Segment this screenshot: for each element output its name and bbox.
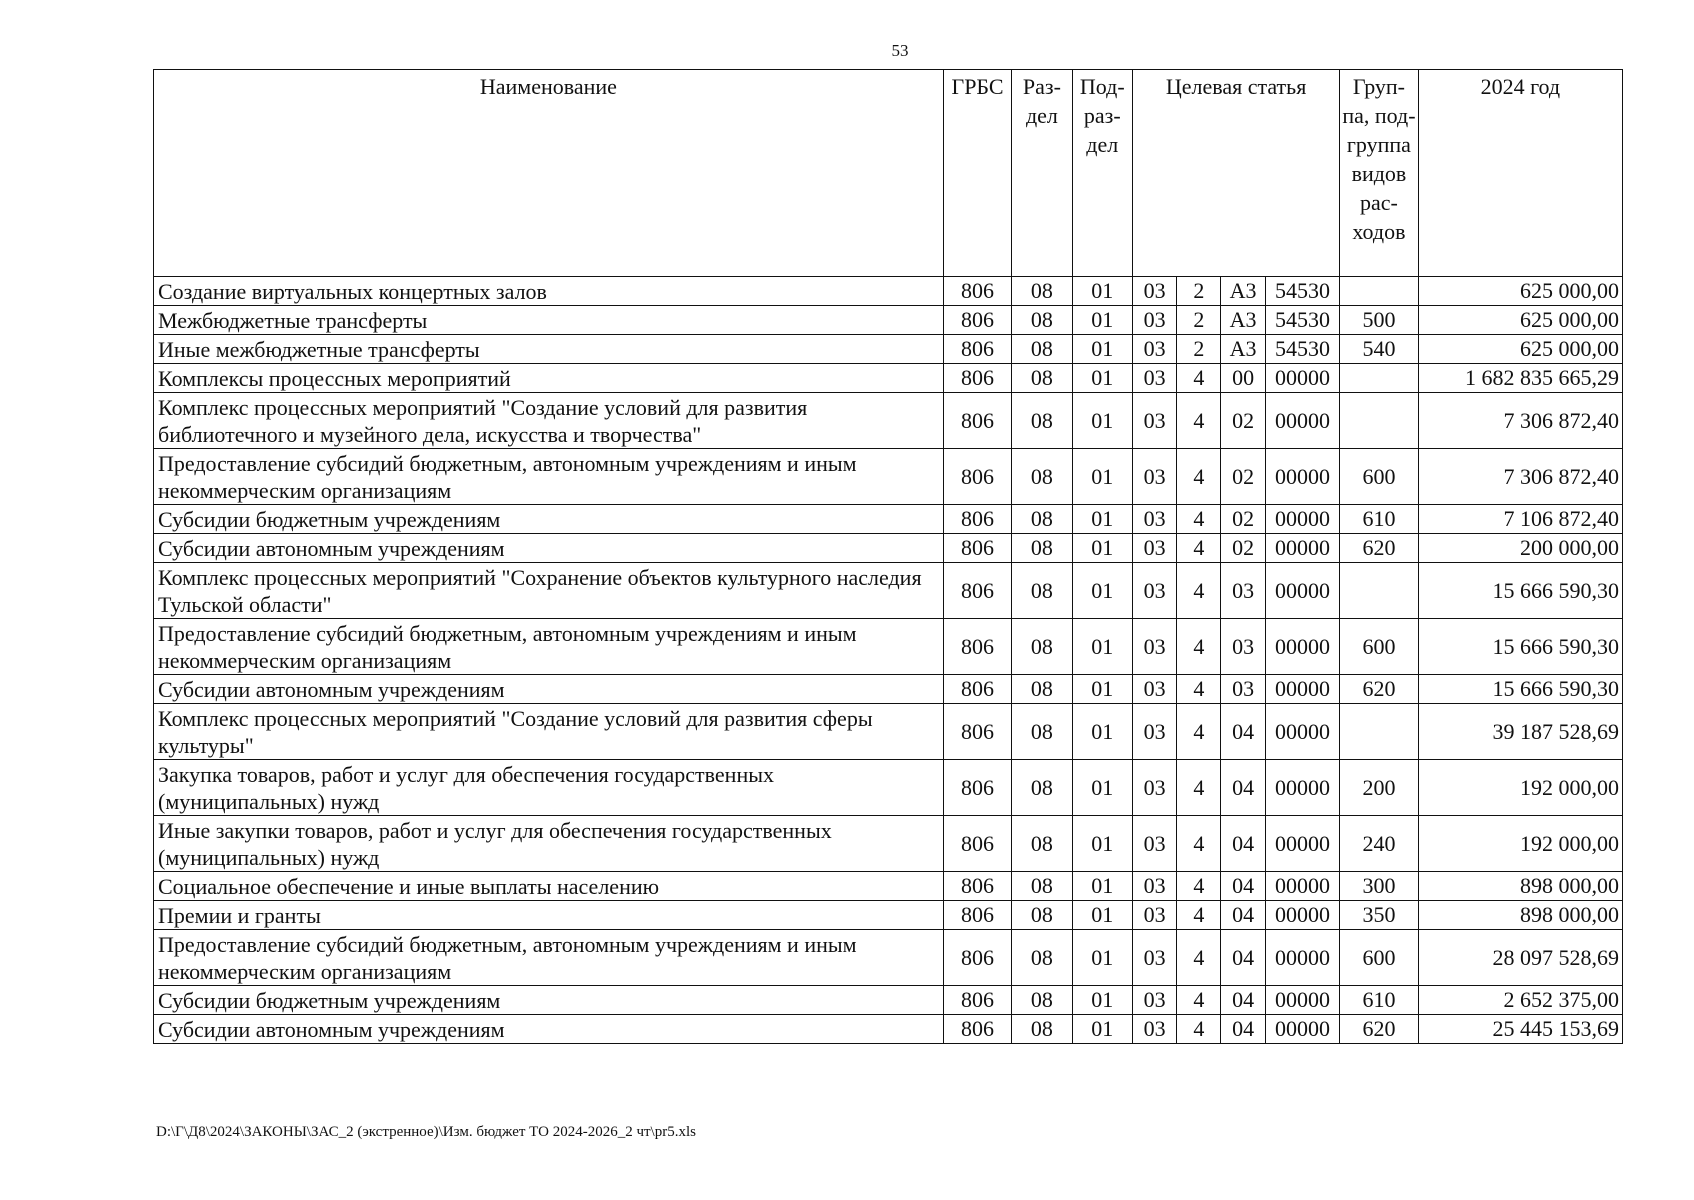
cell-target-program: 03 xyxy=(1132,675,1176,704)
cell-target-type: 4 xyxy=(1177,760,1221,816)
cell-target-type: 4 xyxy=(1177,619,1221,675)
cell-expense-group xyxy=(1340,364,1418,393)
cell-target-program: 03 xyxy=(1132,306,1176,335)
cell-name: Субсидии автономным учреждениям xyxy=(154,675,944,704)
cell-expense-group: 620 xyxy=(1340,675,1418,704)
cell-grbs: 806 xyxy=(943,449,1011,505)
cell-target-direction: 54530 xyxy=(1265,306,1339,335)
cell-name: Комплекс процессных мероприятий "Создание условий для развития библиотечного и музейного дела, искусства и творчества" xyxy=(154,393,944,449)
cell-name: Создание виртуальных концертных залов xyxy=(154,277,944,306)
cell-target-program: 03 xyxy=(1132,872,1176,901)
cell-target-measure: 02 xyxy=(1221,393,1265,449)
cell-target-program: 03 xyxy=(1132,393,1176,449)
cell-target-direction: 00000 xyxy=(1265,1015,1339,1044)
cell-podrazdel: 01 xyxy=(1072,901,1132,930)
cell-target-type: 2 xyxy=(1177,335,1221,364)
cell-razdel: 08 xyxy=(1012,704,1072,760)
cell-target-program: 03 xyxy=(1132,1015,1176,1044)
cell-expense-group: 240 xyxy=(1340,816,1418,872)
cell-expense-group: 610 xyxy=(1340,986,1418,1015)
cell-name: Премии и гранты xyxy=(154,901,944,930)
cell-target-program: 03 xyxy=(1132,986,1176,1015)
cell-target-program: 03 xyxy=(1132,364,1176,393)
cell-target-measure: А3 xyxy=(1221,306,1265,335)
cell-target-direction: 00000 xyxy=(1265,534,1339,563)
cell-podrazdel: 01 xyxy=(1072,872,1132,901)
cell-expense-group: 610 xyxy=(1340,505,1418,534)
cell-expense-group: 540 xyxy=(1340,335,1418,364)
table-row xyxy=(154,393,1623,449)
table-row xyxy=(154,1015,1623,1044)
file-path-footer: D:\Г\Д8\2024\ЗАКОНЫ\ЗАС_2 (экстренное)\Изм. бюджет ТО 2024-2026_2 чт\pr5.xls xyxy=(156,1124,696,1140)
cell-amount: 1 682 835 665,29 xyxy=(1418,364,1622,393)
cell-name: Предоставление субсидий бюджетным, автономным учреждениям и иным некоммерческим организациям xyxy=(154,449,944,505)
cell-name: Межбюджетные трансферты xyxy=(154,306,944,335)
cell-amount: 898 000,00 xyxy=(1418,901,1622,930)
cell-grbs: 806 xyxy=(943,393,1011,449)
cell-target-direction: 00000 xyxy=(1265,393,1339,449)
cell-target-measure: 04 xyxy=(1221,930,1265,986)
cell-razdel: 08 xyxy=(1012,675,1072,704)
cell-expense-group: 620 xyxy=(1340,534,1418,563)
cell-target-type: 4 xyxy=(1177,364,1221,393)
cell-podrazdel: 01 xyxy=(1072,505,1132,534)
table-row xyxy=(154,816,1623,872)
cell-target-measure: 04 xyxy=(1221,986,1265,1015)
cell-razdel: 08 xyxy=(1012,335,1072,364)
cell-razdel: 08 xyxy=(1012,901,1072,930)
cell-target-measure: 04 xyxy=(1221,816,1265,872)
cell-grbs: 806 xyxy=(943,930,1011,986)
cell-podrazdel: 01 xyxy=(1072,760,1132,816)
table-row xyxy=(154,534,1623,563)
cell-target-program: 03 xyxy=(1132,563,1176,619)
cell-podrazdel: 01 xyxy=(1072,930,1132,986)
cell-target-type: 4 xyxy=(1177,534,1221,563)
cell-target-type: 4 xyxy=(1177,872,1221,901)
cell-target-measure: 02 xyxy=(1221,534,1265,563)
cell-amount: 898 000,00 xyxy=(1418,872,1622,901)
cell-grbs: 806 xyxy=(943,306,1011,335)
cell-target-type: 4 xyxy=(1177,393,1221,449)
cell-podrazdel: 01 xyxy=(1072,335,1132,364)
cell-amount: 15 666 590,30 xyxy=(1418,619,1622,675)
table-row xyxy=(154,704,1623,760)
cell-target-program: 03 xyxy=(1132,901,1176,930)
cell-name: Комплекс процессных мероприятий "Создание условий для развития сферы культуры" xyxy=(154,704,944,760)
table-row xyxy=(154,335,1623,364)
cell-amount: 28 097 528,69 xyxy=(1418,930,1622,986)
cell-target-direction: 00000 xyxy=(1265,704,1339,760)
cell-name: Комплексы процессных мероприятий xyxy=(154,364,944,393)
header-target-article: Целевая статья xyxy=(1132,70,1339,277)
cell-podrazdel: 01 xyxy=(1072,563,1132,619)
budget-table xyxy=(153,69,1623,1044)
cell-target-direction: 00000 xyxy=(1265,901,1339,930)
cell-amount: 2 652 375,00 xyxy=(1418,986,1622,1015)
table-row xyxy=(154,872,1623,901)
cell-target-measure: 04 xyxy=(1221,901,1265,930)
cell-target-type: 4 xyxy=(1177,901,1221,930)
cell-expense-group xyxy=(1340,704,1418,760)
cell-target-direction: 00000 xyxy=(1265,872,1339,901)
cell-amount: 7 106 872,40 xyxy=(1418,505,1622,534)
cell-target-type: 4 xyxy=(1177,1015,1221,1044)
table-row xyxy=(154,277,1623,306)
cell-name: Предоставление субсидий бюджетным, автономным учреждениям и иным некоммерческим организациям xyxy=(154,930,944,986)
cell-target-type: 4 xyxy=(1177,816,1221,872)
cell-amount: 15 666 590,30 xyxy=(1418,675,1622,704)
cell-target-direction: 00000 xyxy=(1265,563,1339,619)
cell-target-type: 4 xyxy=(1177,704,1221,760)
cell-podrazdel: 01 xyxy=(1072,675,1132,704)
cell-name: Субсидии бюджетным учреждениям xyxy=(154,986,944,1015)
cell-target-type: 4 xyxy=(1177,505,1221,534)
cell-target-measure: 04 xyxy=(1221,1015,1265,1044)
cell-grbs: 806 xyxy=(943,563,1011,619)
cell-grbs: 806 xyxy=(943,760,1011,816)
header-name: Наименование xyxy=(154,70,944,277)
cell-grbs: 806 xyxy=(943,872,1011,901)
cell-target-direction: 00000 xyxy=(1265,675,1339,704)
cell-target-measure: 04 xyxy=(1221,704,1265,760)
cell-target-program: 03 xyxy=(1132,930,1176,986)
cell-grbs: 806 xyxy=(943,816,1011,872)
cell-target-direction: 00000 xyxy=(1265,619,1339,675)
cell-razdel: 08 xyxy=(1012,1015,1072,1044)
cell-expense-group: 620 xyxy=(1340,1015,1418,1044)
table-row xyxy=(154,449,1623,505)
cell-grbs: 806 xyxy=(943,505,1011,534)
cell-target-program: 03 xyxy=(1132,449,1176,505)
header-expense-group: Груп-па, под-группа видов рас-ходов xyxy=(1340,70,1418,277)
cell-amount: 625 000,00 xyxy=(1418,335,1622,364)
cell-razdel: 08 xyxy=(1012,364,1072,393)
cell-amount: 192 000,00 xyxy=(1418,816,1622,872)
cell-podrazdel: 01 xyxy=(1072,364,1132,393)
cell-amount: 625 000,00 xyxy=(1418,277,1622,306)
cell-podrazdel: 01 xyxy=(1072,534,1132,563)
cell-name: Социальное обеспечение и иные выплаты населению xyxy=(154,872,944,901)
header-year-2024: 2024 год xyxy=(1418,70,1622,277)
cell-amount: 25 445 153,69 xyxy=(1418,1015,1622,1044)
cell-grbs: 806 xyxy=(943,534,1011,563)
cell-expense-group: 600 xyxy=(1340,930,1418,986)
cell-target-direction: 00000 xyxy=(1265,505,1339,534)
cell-expense-group: 600 xyxy=(1340,619,1418,675)
cell-target-measure: 04 xyxy=(1221,760,1265,816)
cell-target-measure: 00 xyxy=(1221,364,1265,393)
table-row xyxy=(154,930,1623,986)
cell-target-program: 03 xyxy=(1132,619,1176,675)
cell-target-type: 4 xyxy=(1177,675,1221,704)
cell-podrazdel: 01 xyxy=(1072,449,1132,505)
cell-target-measure: А3 xyxy=(1221,335,1265,364)
cell-grbs: 806 xyxy=(943,619,1011,675)
cell-expense-group xyxy=(1340,393,1418,449)
header-podrazdel: Под-раз-дел xyxy=(1072,70,1132,277)
cell-amount: 7 306 872,40 xyxy=(1418,393,1622,449)
cell-amount: 7 306 872,40 xyxy=(1418,449,1622,505)
cell-podrazdel: 01 xyxy=(1072,816,1132,872)
cell-podrazdel: 01 xyxy=(1072,619,1132,675)
cell-target-program: 03 xyxy=(1132,505,1176,534)
cell-target-measure: 04 xyxy=(1221,872,1265,901)
cell-name: Субсидии автономным учреждениям xyxy=(154,1015,944,1044)
table-row xyxy=(154,760,1623,816)
cell-expense-group: 500 xyxy=(1340,306,1418,335)
cell-podrazdel: 01 xyxy=(1072,393,1132,449)
header-razdel: Раз-дел xyxy=(1012,70,1072,277)
cell-expense-group: 300 xyxy=(1340,872,1418,901)
table-row xyxy=(154,986,1623,1015)
cell-grbs: 806 xyxy=(943,986,1011,1015)
cell-razdel: 08 xyxy=(1012,306,1072,335)
cell-target-measure: 02 xyxy=(1221,449,1265,505)
cell-grbs: 806 xyxy=(943,901,1011,930)
cell-podrazdel: 01 xyxy=(1072,306,1132,335)
cell-grbs: 806 xyxy=(943,675,1011,704)
table-body xyxy=(154,277,1623,1044)
cell-razdel: 08 xyxy=(1012,619,1072,675)
cell-expense-group xyxy=(1340,563,1418,619)
cell-amount: 200 000,00 xyxy=(1418,534,1622,563)
table-row xyxy=(154,364,1623,393)
cell-grbs: 806 xyxy=(943,704,1011,760)
cell-amount: 39 187 528,69 xyxy=(1418,704,1622,760)
cell-name: Иные закупки товаров, работ и услуг для обеспечения государственных (муниципальных) нужд xyxy=(154,816,944,872)
page-number: 53 xyxy=(891,41,909,60)
cell-target-direction: 00000 xyxy=(1265,986,1339,1015)
cell-name: Субсидии автономным учреждениям xyxy=(154,534,944,563)
cell-target-type: 4 xyxy=(1177,986,1221,1015)
cell-razdel: 08 xyxy=(1012,872,1072,901)
header-row xyxy=(154,70,1623,277)
cell-grbs: 806 xyxy=(943,277,1011,306)
cell-grbs: 806 xyxy=(943,335,1011,364)
cell-target-program: 03 xyxy=(1132,277,1176,306)
cell-target-measure: 02 xyxy=(1221,505,1265,534)
cell-target-measure: 03 xyxy=(1221,619,1265,675)
cell-razdel: 08 xyxy=(1012,449,1072,505)
cell-razdel: 08 xyxy=(1012,277,1072,306)
cell-target-type: 4 xyxy=(1177,563,1221,619)
header-grbs: ГРБС xyxy=(943,70,1011,277)
cell-expense-group: 200 xyxy=(1340,760,1418,816)
cell-expense-group: 600 xyxy=(1340,449,1418,505)
cell-razdel: 08 xyxy=(1012,563,1072,619)
cell-name: Закупка товаров, работ и услуг для обеспечения государственных (муниципальных) нужд xyxy=(154,760,944,816)
table-row xyxy=(154,619,1623,675)
cell-name: Субсидии бюджетным учреждениям xyxy=(154,505,944,534)
cell-target-program: 03 xyxy=(1132,704,1176,760)
cell-target-program: 03 xyxy=(1132,534,1176,563)
cell-target-program: 03 xyxy=(1132,760,1176,816)
cell-expense-group: 350 xyxy=(1340,901,1418,930)
cell-podrazdel: 01 xyxy=(1072,986,1132,1015)
cell-podrazdel: 01 xyxy=(1072,277,1132,306)
cell-target-program: 03 xyxy=(1132,816,1176,872)
cell-target-measure: А3 xyxy=(1221,277,1265,306)
table-row xyxy=(154,505,1623,534)
table-row xyxy=(154,901,1623,930)
cell-name: Иные межбюджетные трансферты xyxy=(154,335,944,364)
cell-razdel: 08 xyxy=(1012,816,1072,872)
cell-target-type: 4 xyxy=(1177,930,1221,986)
table-row xyxy=(154,306,1623,335)
cell-podrazdel: 01 xyxy=(1072,704,1132,760)
cell-target-direction: 00000 xyxy=(1265,930,1339,986)
cell-razdel: 08 xyxy=(1012,760,1072,816)
cell-amount: 625 000,00 xyxy=(1418,306,1622,335)
table-row xyxy=(154,563,1623,619)
cell-target-type: 2 xyxy=(1177,306,1221,335)
cell-target-direction: 54530 xyxy=(1265,277,1339,306)
cell-razdel: 08 xyxy=(1012,505,1072,534)
cell-razdel: 08 xyxy=(1012,930,1072,986)
cell-target-measure: 03 xyxy=(1221,675,1265,704)
cell-target-program: 03 xyxy=(1132,335,1176,364)
cell-razdel: 08 xyxy=(1012,534,1072,563)
cell-target-direction: 54530 xyxy=(1265,335,1339,364)
cell-expense-group xyxy=(1340,277,1418,306)
cell-target-type: 4 xyxy=(1177,449,1221,505)
cell-grbs: 806 xyxy=(943,1015,1011,1044)
table-row xyxy=(154,675,1623,704)
cell-target-direction: 00000 xyxy=(1265,760,1339,816)
cell-razdel: 08 xyxy=(1012,986,1072,1015)
cell-podrazdel: 01 xyxy=(1072,1015,1132,1044)
cell-amount: 192 000,00 xyxy=(1418,760,1622,816)
cell-target-measure: 03 xyxy=(1221,563,1265,619)
cell-target-direction: 00000 xyxy=(1265,364,1339,393)
cell-target-direction: 00000 xyxy=(1265,816,1339,872)
cell-target-direction: 00000 xyxy=(1265,449,1339,505)
cell-name: Предоставление субсидий бюджетным, автономным учреждениям и иным некоммерческим организациям xyxy=(154,619,944,675)
cell-target-type: 2 xyxy=(1177,277,1221,306)
cell-amount: 15 666 590,30 xyxy=(1418,563,1622,619)
cell-grbs: 806 xyxy=(943,364,1011,393)
cell-razdel: 08 xyxy=(1012,393,1072,449)
cell-name: Комплекс процессных мероприятий "Сохранение объектов культурного наследия Тульской области" xyxy=(154,563,944,619)
